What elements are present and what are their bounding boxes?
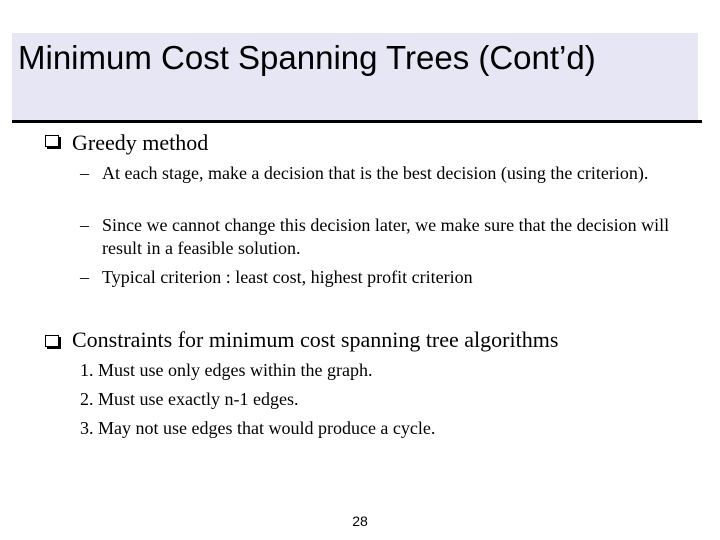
square-bullet-icon — [45, 335, 59, 347]
numbered-item: 2. Must use exactly n-1 edges. — [80, 389, 299, 409]
sub-bullet: Typical criterion : least cost, highest profit criterion — [102, 267, 473, 287]
sub-bullet: Since we cannot change this decision later, we make sure that the decision will result in a feasible solution. — [102, 215, 670, 258]
square-bullet-icon — [45, 135, 59, 147]
numbered-item: 3. May not use edges that would produce a cycle. — [80, 418, 436, 438]
slide-title: Minimum Cost Spanning Trees (Cont’d) — [18, 39, 596, 76]
bullet-greedy-method: Greedy method — [72, 130, 209, 155]
page-number: 28 — [352, 513, 368, 529]
dash-icon: – — [80, 267, 89, 287]
title-underline — [12, 120, 702, 123]
bullet-constraints: Constraints for minimum cost spanning tree algorithms — [72, 327, 559, 352]
dash-icon: – — [80, 215, 89, 235]
dash-icon: – — [80, 163, 89, 183]
numbered-item: 1. Must use only edges within the graph. — [80, 360, 373, 380]
sub-bullet: At each stage, make a decision that is the best decision (using the criterion). — [102, 163, 649, 183]
